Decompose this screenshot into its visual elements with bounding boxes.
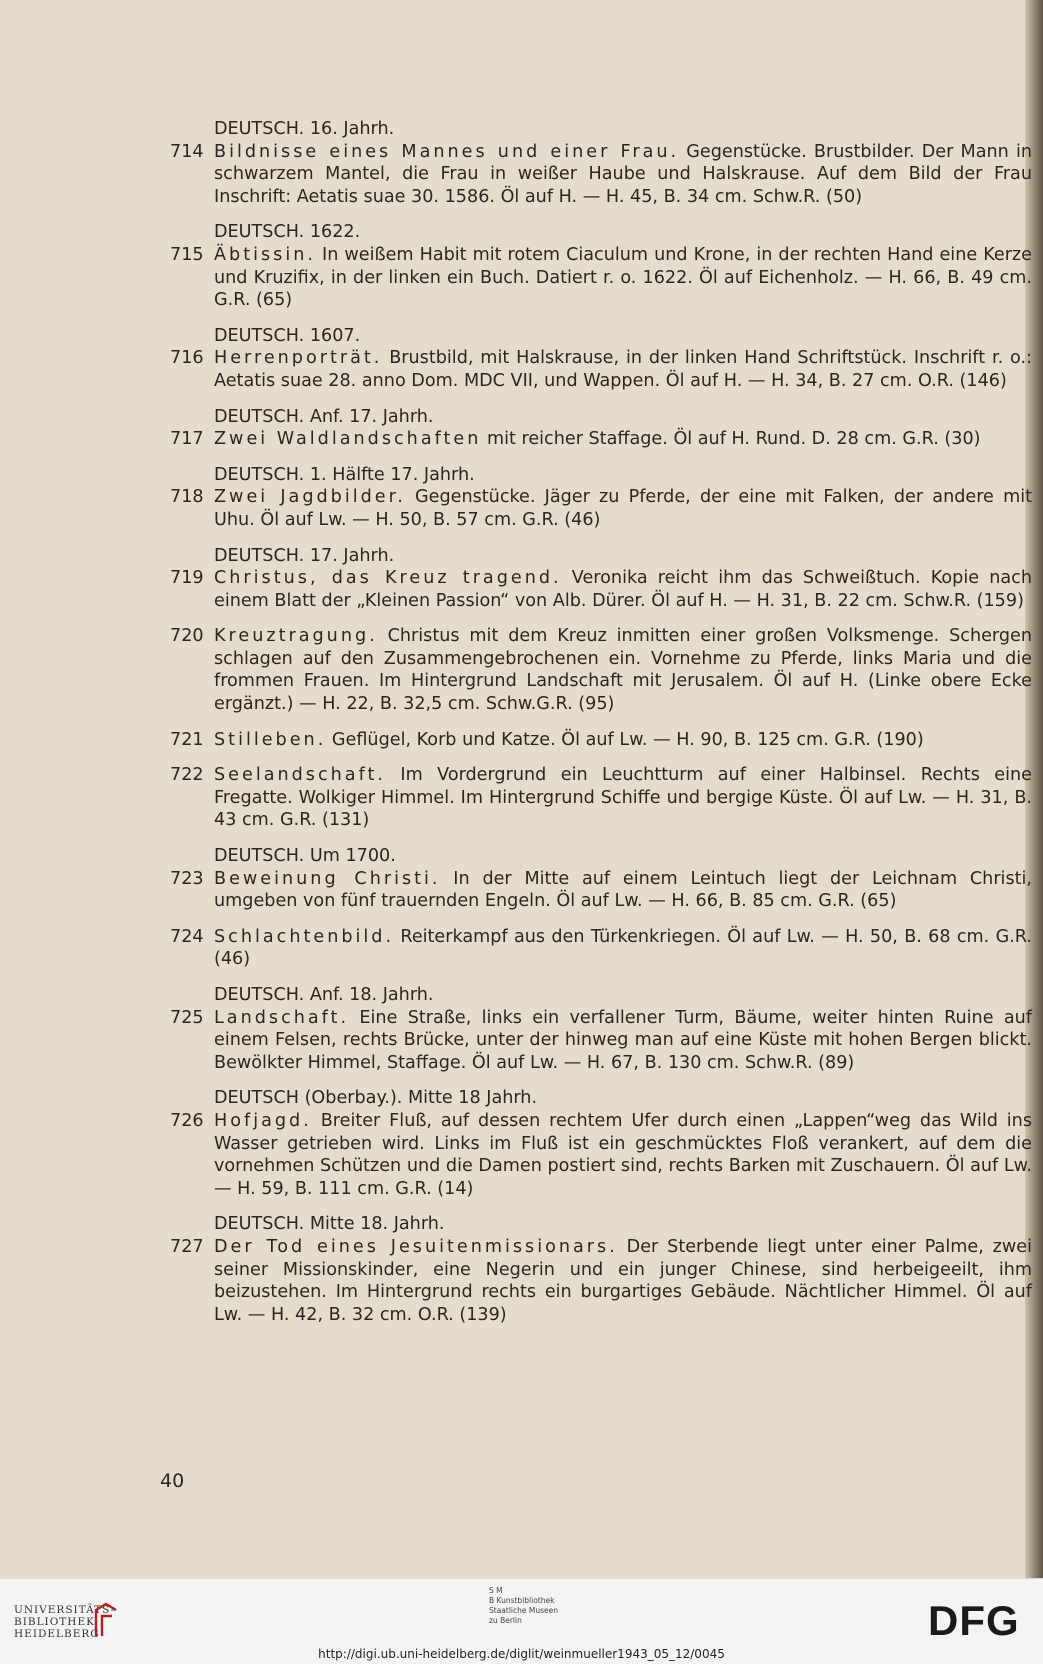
entry-title: Christus, das Kreuz tragend. bbox=[214, 568, 562, 589]
entry-title: Äbtissin. bbox=[214, 244, 316, 265]
entry-number: 727 bbox=[170, 1236, 204, 1257]
catalog-entry bbox=[158, 486, 1032, 531]
entry-title: Beweinung Christi. bbox=[214, 868, 441, 889]
entry-title: Kreuztragung. bbox=[214, 626, 378, 647]
entry-text: mit reicher Staffage. Öl auf H. Rund. D. 28 cm. G.R. (30) bbox=[481, 429, 981, 450]
entry-title: Landschaft. bbox=[214, 1007, 350, 1028]
entry-number: 715 bbox=[170, 244, 204, 265]
entry-text: In der Mitte auf einem Leintuch liegt der Leichnam Christi, umgeben von fünf trauernden Engeln. Öl auf Lw. — H. 66, B. 85 cm. G.R. (65) bbox=[214, 868, 1032, 912]
catalog-entry bbox=[158, 347, 1032, 392]
catalog-entry bbox=[158, 567, 1032, 612]
section-header: DEUTSCH. 1. Hälfte 17. Jahrh. bbox=[214, 464, 475, 485]
section-header: DEUTSCH (Oberbay.). Mitte 18 Jahrh. bbox=[214, 1088, 538, 1109]
catalog-entry bbox=[158, 244, 1032, 312]
entry-text: Der Sterbende liegt unter einer Palme, zwei seiner Missionskinder, eine Negerin und ein junger Chinese, sind herbeigeeilt, ihm beizustehen. Im Hintergrund rechts ein burgartiges Gebäude. Nächtlicher Himmel. Öl auf Lw. — H. 42, B. 32 cm. O.R. (139) bbox=[214, 1236, 1032, 1325]
catalog-content bbox=[158, 118, 1032, 1326]
entry-title: Herrenporträt. bbox=[214, 348, 383, 369]
entry-text: Christus mit dem Kreuz inmitten einer großen Volksmenge. Schergen schlagen auf den Zusammengebrochenen ein. Vornehme zu Pferde, links Maria und die frommen Frauen. Im Hintergrund Landschaft mit Jerusalem. Öl auf H. (Linke obere Ecke ergänzt.) — H. 22, B. 32,5 cm. Schw.G.R. (95) bbox=[214, 626, 1032, 715]
entry-title: Der Tod eines Jesuitenmissionars. bbox=[214, 1236, 618, 1257]
entry-title: Schlachtenbild. bbox=[214, 926, 395, 947]
entry-title: Zwei Jagdbilder. bbox=[214, 487, 406, 508]
catalog-entry bbox=[158, 1007, 1032, 1075]
catalog-entry bbox=[158, 764, 1032, 832]
entry-number: 716 bbox=[170, 348, 204, 369]
entry-title: Stilleben. bbox=[214, 729, 327, 750]
entry-text: Eine Straße, links ein verfallener Turm, Bäume, weiter hinten Ruine auf einem Felsen, rechts Brücke, unter der hinweg man auf eine Küste mit hohen Bergen blickt. Bewölkter Himmel, Staffage. Öl auf Lw. — H. 67, B. 130 cm. Schw.R. (89) bbox=[214, 1007, 1032, 1073]
entry-text: Reiterkampf aus den Türkenkriegen. Öl auf Lw. — H. 50, B. 68 cm. G.R. (46) bbox=[214, 926, 1032, 970]
entry-number: 714 bbox=[170, 141, 204, 162]
entry-title: Seelandschaft. bbox=[214, 765, 386, 786]
page-number: 40 bbox=[160, 1470, 185, 1492]
entry-text: Im Vordergrund ein Leuchtturm auf einer Halbinsel. Rechts eine Fregatte. Wolkiger Himmel. Im Hintergrund Schiffe und bergige Küste. Öl auf Lw. — H. 31, B. 43 cm. G.R. (131) bbox=[214, 765, 1032, 831]
catalog-entry bbox=[158, 1110, 1032, 1200]
section-header: DEUTSCH. Anf. 18. Jahrh. bbox=[214, 985, 434, 1005]
entry-text: Brustbild, mit Halskrause, in der linken Hand Schriftstück. Inschrift r. o.: Aetatis suae 28. anno Dom. MDC VII, und Wappen. Öl auf H. — H. 34, B. 27 cm. O.R. (146) bbox=[214, 348, 1032, 391]
entry-number: 726 bbox=[170, 1110, 204, 1131]
entry-number: 724 bbox=[170, 926, 204, 947]
entry-text: Veronika reicht ihm das Schweißtuch. Kopie nach einem Blatt der „Kleinen Passion“ von Alb. Dürer. Öl auf H. — H. 31, B. 22 cm. Schw.R. (159) bbox=[214, 568, 1032, 611]
catalog-entry bbox=[158, 926, 1032, 971]
catalog-entry bbox=[158, 868, 1032, 913]
entry-title: Bildnisse eines Mannes und einer Frau. bbox=[214, 141, 680, 162]
section-header: DEUTSCH. 17. Jahrh. bbox=[214, 545, 395, 566]
museum-credit: S M B Kunstbibliothek Staatliche Museen zu Berlin bbox=[489, 1586, 558, 1625]
entry-text: Breiter Fluß, auf dessen rechtem Ufer durch einen „Lappen“weg das Wild ins Wasser getrieben wird. Links im Fluß ist ein geschmücktes Floß verankert, auf dem die vornehmen Schützen und die Damen postiert sind, rechts Barken mit Zuschauern. Öl auf Lw. — H. 59, B. 111 cm. G.R. (14) bbox=[214, 1110, 1032, 1199]
dfg-logo: DFG bbox=[928, 1597, 1020, 1644]
entry-title: Zwei Waldlandschaften bbox=[214, 429, 482, 450]
entry-number: 722 bbox=[170, 765, 204, 786]
source-url[interactable]: http://digi.ub.uni-heidelberg.de/diglit/weinmueller1943_05_12/0045 bbox=[318, 1647, 725, 1661]
entry-number: 725 bbox=[170, 1007, 204, 1028]
section-header: DEUTSCH. 1622. bbox=[214, 222, 361, 243]
section-header: DEUTSCH. 16. Jahrh. bbox=[214, 119, 395, 139]
section-header: DEUTSCH. Anf. 17. Jahrh. bbox=[214, 406, 434, 427]
entry-number: 721 bbox=[170, 729, 204, 750]
entry-number: 723 bbox=[170, 868, 204, 889]
digitization-footer bbox=[0, 1578, 1043, 1664]
entry-text: Gegenstücke. Brustbilder. Der Mann in schwarzem Mantel, die Frau in weißer Haube und Halskrause. Auf dem Bild der Frau Inschrift: Aetatis suae 30. 1586. Öl auf H. — H. 45, B. 34 cm. Schw.R. (50) bbox=[214, 141, 1032, 207]
catalog-entry bbox=[158, 625, 1032, 715]
section-header: DEUTSCH. Um 1700. bbox=[214, 846, 396, 867]
entry-number: 717 bbox=[170, 429, 204, 450]
entry-text: In weißem Habit mit rotem Ciaculum und Krone, in der rechten Hand eine Kerze und Kruzifix, in der linken ein Buch. Datiert r. o. 1622. Öl auf Eichenholz. — H. 66, B. 49 cm. G.R. (65) bbox=[214, 244, 1032, 311]
catalog-entry bbox=[158, 428, 1032, 451]
library-name: UNIVERSITÄTS- BIBLIOTHEK HEIDELBERG bbox=[14, 1604, 116, 1640]
library-logo-icon bbox=[92, 1602, 120, 1638]
entry-number: 720 bbox=[170, 626, 204, 647]
section-header: DEUTSCH. Mitte 18. Jahrh. bbox=[214, 1214, 445, 1235]
entry-title: Hofjagd. bbox=[214, 1110, 312, 1131]
catalog-entry bbox=[158, 1236, 1032, 1326]
entry-text: Geflügel, Korb und Katze. Öl auf Lw. — H. 90, B. 125 cm. G.R. (190) bbox=[326, 729, 924, 750]
catalog-entry bbox=[158, 141, 1032, 209]
entry-number: 718 bbox=[170, 487, 204, 508]
section-header: DEUTSCH. 1607. bbox=[214, 325, 361, 346]
entry-text: Gegenstücke. Jäger zu Pferde, der eine mit Falken, der andere mit Uhu. Öl auf Lw. — H. 50, B. 57 cm. G.R. (46) bbox=[214, 487, 1033, 530]
entry-number: 719 bbox=[170, 568, 204, 589]
catalog-entry bbox=[158, 729, 1032, 752]
